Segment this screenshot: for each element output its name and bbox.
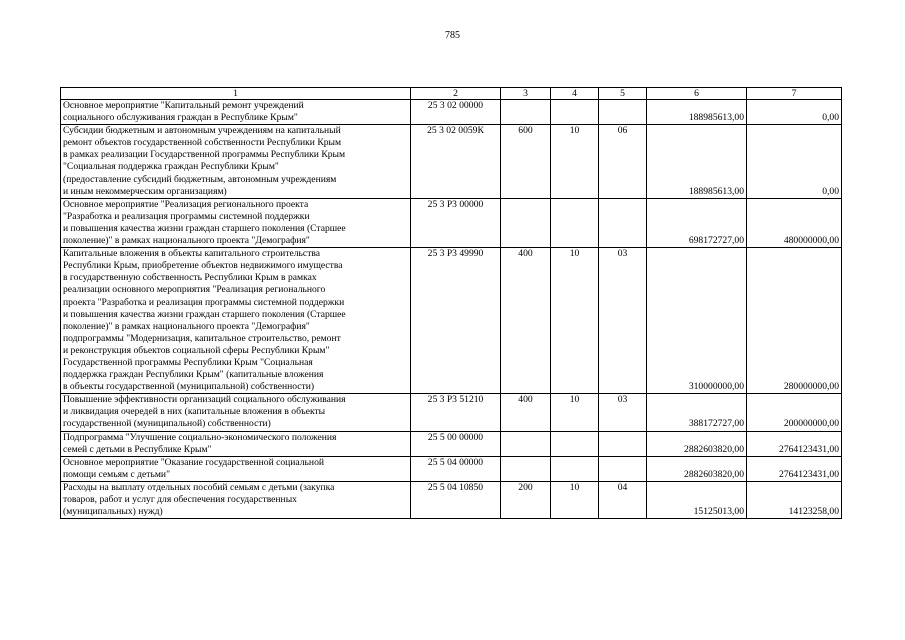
row-section: 10 [551, 394, 599, 431]
row-section: 10 [551, 481, 599, 518]
row-target-code: 25 3 02 00000 [411, 100, 501, 125]
row-amount-year-2: 2764123431,00 [747, 456, 842, 481]
column-header-2: 2 [411, 88, 501, 100]
column-header-3: 3 [501, 88, 551, 100]
column-header-4: 4 [551, 88, 599, 100]
row-amount-year-1: 188985613,00 [647, 125, 747, 199]
row-name: Основное мероприятие "Капитальный ремонт учреждений социального обслуживания граждан в Республике Крым" [61, 100, 411, 125]
row-name: Повышение эффективности организаций социального обслуживания и ликвидация очередей в них (капитальные вложения в объекты государственной (муниципальной) собственности) [61, 394, 411, 431]
row-amount-year-1: 15125013,00 [647, 481, 747, 518]
row-name: Подпрограмма "Улучшение социально-экономического положения семей с детьми в Республике Крым" [61, 431, 411, 456]
table-header-row [61, 88, 842, 100]
row-amount-year-2: 0,00 [747, 125, 842, 199]
row-target-code: 25 3 Р3 49990 [411, 248, 501, 394]
table-row [61, 248, 842, 394]
row-target-code: 25 5 00 00000 [411, 431, 501, 456]
row-target-code: 25 5 04 10850 [411, 481, 501, 518]
row-expense-type: 400 [501, 248, 551, 394]
row-name: Основное мероприятие "Реализация регионального проекта "Разработка и реализация программы системной поддержки и повышения качества жизни граждан старшего поколения (Старшее поколение)" в рамках национального проекта "Демография" [61, 198, 411, 247]
row-amount-year-2: 0,00 [747, 100, 842, 125]
row-amount-year-1: 2882603820,00 [647, 456, 747, 481]
row-amount-year-2: 480000000,00 [747, 198, 842, 247]
row-section: 10 [551, 248, 599, 394]
row-amount-year-2: 280000000,00 [747, 248, 842, 394]
row-subsection [599, 456, 647, 481]
column-header-1: 1 [61, 88, 411, 100]
row-section [551, 431, 599, 456]
row-subsection: 03 [599, 248, 647, 394]
table-row [61, 431, 842, 456]
row-expense-type [501, 198, 551, 247]
row-name: Основное мероприятие "Оказание государственной социальной помощи семьям с детьми" [61, 456, 411, 481]
table-row [61, 394, 842, 431]
row-subsection [599, 198, 647, 247]
row-expense-type: 600 [501, 125, 551, 199]
row-section: 10 [551, 125, 599, 199]
row-expense-type [501, 456, 551, 481]
row-expense-type: 200 [501, 481, 551, 518]
row-section [551, 456, 599, 481]
row-subsection [599, 431, 647, 456]
row-amount-year-1: 698172727,00 [647, 198, 747, 247]
row-amount-year-2: 14123258,00 [747, 481, 842, 518]
row-amount-year-1: 2882603820,00 [647, 431, 747, 456]
row-subsection: 03 [599, 394, 647, 431]
row-target-code: 25 3 02 0059К [411, 125, 501, 199]
budget-table [60, 87, 842, 519]
column-header-6: 6 [647, 88, 747, 100]
page-number: 785 [445, 30, 460, 41]
column-header-5: 5 [599, 88, 647, 100]
row-amount-year-1: 310000000,00 [647, 248, 747, 394]
table-row [61, 125, 842, 199]
row-amount-year-1: 388172727,00 [647, 394, 747, 431]
row-expense-type [501, 100, 551, 125]
table-row [61, 481, 842, 518]
row-subsection [599, 100, 647, 125]
row-target-code: 25 3 Р3 51210 [411, 394, 501, 431]
row-section [551, 198, 599, 247]
row-name: Расходы на выплату отдельных пособий семьям с детьми (закупка товаров, работ и услуг для обеспечения государственных (муниципальных) нужд) [61, 481, 411, 518]
column-header-7: 7 [747, 88, 842, 100]
row-name: Субсидии бюджетным и автономным учреждениям на капитальный ремонт объектов государственной собственности Республики Крым в рамках реализации Государственной программы Республики Крым "Социальная поддержка граждан Республики Крым" (предоставление субсидий бюджетным, автономным учреждениям и иным некоммерческим организациям) [61, 125, 411, 199]
row-amount-year-2: 2764123431,00 [747, 431, 842, 456]
row-amount-year-2: 200000000,00 [747, 394, 842, 431]
row-expense-type: 400 [501, 394, 551, 431]
row-target-code: 25 5 04 00000 [411, 456, 501, 481]
row-section [551, 100, 599, 125]
row-expense-type [501, 431, 551, 456]
table-row [61, 456, 842, 481]
row-amount-year-1: 188985613,00 [647, 100, 747, 125]
table-row [61, 198, 842, 247]
row-target-code: 25 3 Р3 00000 [411, 198, 501, 247]
table-row [61, 100, 842, 125]
row-subsection: 06 [599, 125, 647, 199]
row-name: Капитальные вложения в объекты капитального строительства Республики Крым, приобретение объектов недвижимого имущества в государственную собственность Республики Крым в рамках реализации основного мероприятия "Реализация регионального проекта "Разработка и реализация программы системной поддержки и повышения качества жизни граждан старшего поколения (Старшее поколение)" в рамках национального проекта "Демография" подпрограммы "Модернизация, капитальное строительство, ремонт и реконструкция объектов социальной сферы Республики Крым" Государственной программы Республики Крым "Социальная поддержка граждан Республики Крым" (капитальные вложения в объекты государственной (муниципальной) собственности) [61, 248, 411, 394]
row-subsection: 04 [599, 481, 647, 518]
